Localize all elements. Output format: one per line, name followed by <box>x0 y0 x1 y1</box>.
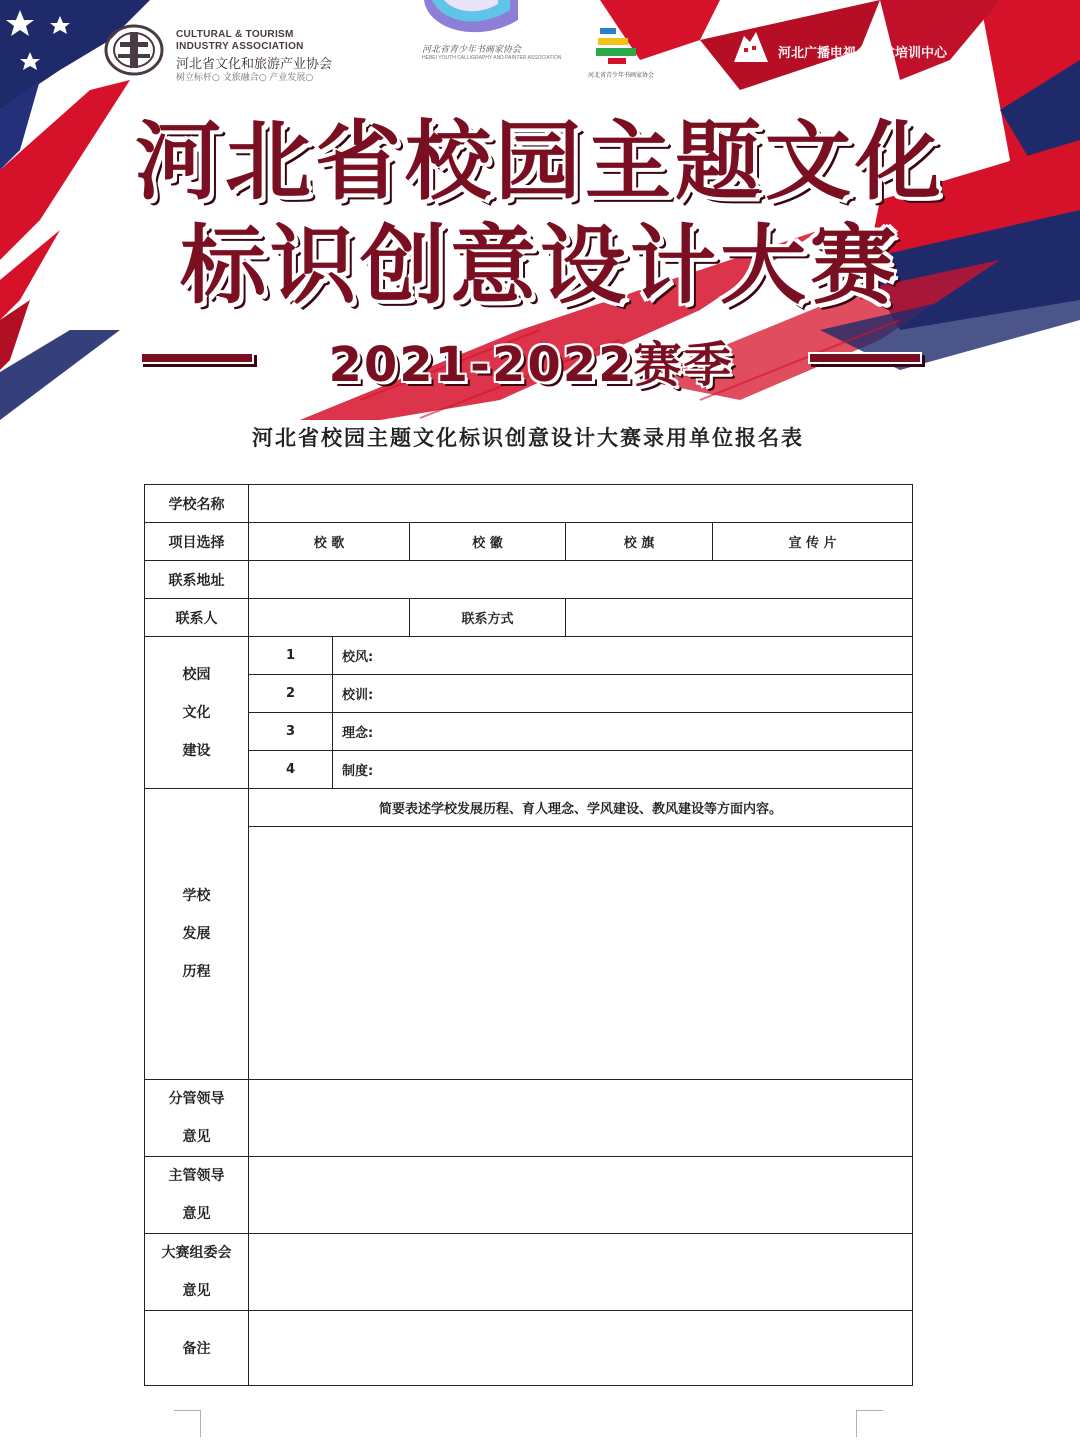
school-name-field[interactable] <box>249 485 913 523</box>
culture-item-system[interactable]: 制度: <box>333 751 913 789</box>
leader-opinion-label-line1: 分管领导 <box>168 1091 225 1107</box>
contact-person-label: 联系人 <box>145 599 249 637</box>
culture-label-line2: 文化 <box>182 704 211 721</box>
culture-item-no: 4 <box>249 751 333 789</box>
row-culture-4 <box>145 751 913 789</box>
tv-art-center-name: 河北广播电视台艺术培训中心 <box>778 46 948 61</box>
culture-item-school-spirit[interactable]: 校风: <box>333 637 913 675</box>
association-en-line1: CULTURAL & TOURISM <box>176 29 294 40</box>
page-corner-mark-left <box>174 1410 201 1437</box>
project-option-school-song[interactable]: 校 歌 <box>249 523 410 561</box>
registration-form-table <box>144 484 913 1386</box>
contact-method-label: 联系方式 <box>410 599 566 637</box>
main-title-line1: 河北省校园主题文化 <box>135 112 945 212</box>
hebei-tv-art-center-logo <box>730 28 980 72</box>
row-project <box>145 523 913 561</box>
project-option-school-flag[interactable]: 校 旗 <box>566 523 713 561</box>
project-option-promo-video[interactable]: 宣 传 片 <box>713 523 913 561</box>
youth-painter-association-logo <box>418 0 562 66</box>
cultural-tourism-association-logo <box>104 22 384 82</box>
row-culture-3 <box>145 713 913 751</box>
school-name-label: 学校名称 <box>145 485 249 523</box>
committee-opinion-label-line1: 大赛组委会 <box>161 1245 232 1261</box>
chief-opinion-label-line2: 意见 <box>182 1206 211 1222</box>
page-corner-mark-right <box>856 1410 883 1437</box>
history-label-line3: 历程 <box>182 964 211 980</box>
youth-association-en-name: HEBEI YOUTH CALLIGRAPHY AND PAINTER ASSOCIATION <box>422 55 562 61</box>
history-hint: 简要表述学校发展历程、育人理念、学风建设、教风建设等方面内容。 <box>249 789 913 827</box>
contact-method-field[interactable] <box>566 599 913 637</box>
project-label: 项目选择 <box>145 523 249 561</box>
main-title-line2: 标识创意设计大赛 <box>180 216 900 316</box>
chief-opinion-label <box>145 1157 249 1234</box>
contact-person-field[interactable] <box>249 599 410 637</box>
row-history-body <box>145 827 913 1080</box>
row-committee-opinion <box>145 1234 913 1311</box>
project-option-school-badge[interactable]: 校 徽 <box>410 523 566 561</box>
culture-label-line1: 校园 <box>182 666 211 683</box>
season-bar-right <box>808 352 922 364</box>
committee-opinion-label <box>145 1234 249 1311</box>
culture-label <box>145 637 249 789</box>
culture-item-philosophy[interactable]: 理念: <box>333 713 913 751</box>
small-association-emblem-icon <box>588 24 648 68</box>
culture-item-no: 2 <box>249 675 333 713</box>
history-label-line1: 学校 <box>182 888 211 904</box>
header-banner <box>0 0 1080 420</box>
form-title: 河北省校园主题文化标识创意设计大赛录用单位报名表 <box>252 425 804 450</box>
remark-label: 备注 <box>145 1311 249 1386</box>
row-history-hint <box>145 789 913 827</box>
row-address <box>145 561 913 599</box>
season-text: 2021-2022赛季 <box>328 337 734 393</box>
committee-opinion-label-line2: 意见 <box>182 1283 211 1299</box>
leader-opinion-label-line2: 意见 <box>182 1129 211 1145</box>
small-association-logo <box>588 24 668 80</box>
association-seal-icon <box>104 24 164 76</box>
leader-opinion-field[interactable] <box>249 1080 913 1157</box>
association-en-line2: INDUSTRY ASSOCIATION <box>176 41 304 52</box>
leader-opinion-label <box>145 1080 249 1157</box>
row-chief-opinion <box>145 1157 913 1234</box>
culture-item-school-motto[interactable]: 校训: <box>333 675 913 713</box>
row-culture-2 <box>145 675 913 713</box>
association-cn-name: 河北省文化和旅游产业协会 <box>176 57 333 72</box>
small-association-cn-name: 河北省青少年书画家协会 <box>588 72 655 79</box>
address-field[interactable] <box>249 561 913 599</box>
history-label <box>145 789 249 1080</box>
youth-association-emblem-icon <box>418 0 528 44</box>
association-slogan: 树立标杆○ 文旅融合○ 产业发展○ <box>176 73 314 83</box>
history-field[interactable] <box>249 827 913 1080</box>
row-school-name <box>145 485 913 523</box>
culture-item-no: 3 <box>249 713 333 751</box>
row-culture-1 <box>145 637 913 675</box>
chief-opinion-label-line1: 主管领导 <box>168 1168 225 1184</box>
row-remark <box>145 1311 913 1386</box>
row-leader-opinion <box>145 1080 913 1157</box>
youth-association-cn-name: 河北省青少年书画家协会 <box>422 45 522 55</box>
row-contact <box>145 599 913 637</box>
remark-field[interactable] <box>249 1311 913 1386</box>
chief-opinion-field[interactable] <box>249 1157 913 1234</box>
season-bar-left <box>140 352 254 364</box>
great-wall-icon <box>730 28 772 68</box>
culture-label-line3: 建设 <box>182 742 211 759</box>
season-banner <box>140 326 922 393</box>
culture-item-no: 1 <box>249 637 333 675</box>
history-label-line2: 发展 <box>182 926 211 942</box>
committee-opinion-field[interactable] <box>249 1234 913 1311</box>
address-label: 联系地址 <box>145 561 249 599</box>
